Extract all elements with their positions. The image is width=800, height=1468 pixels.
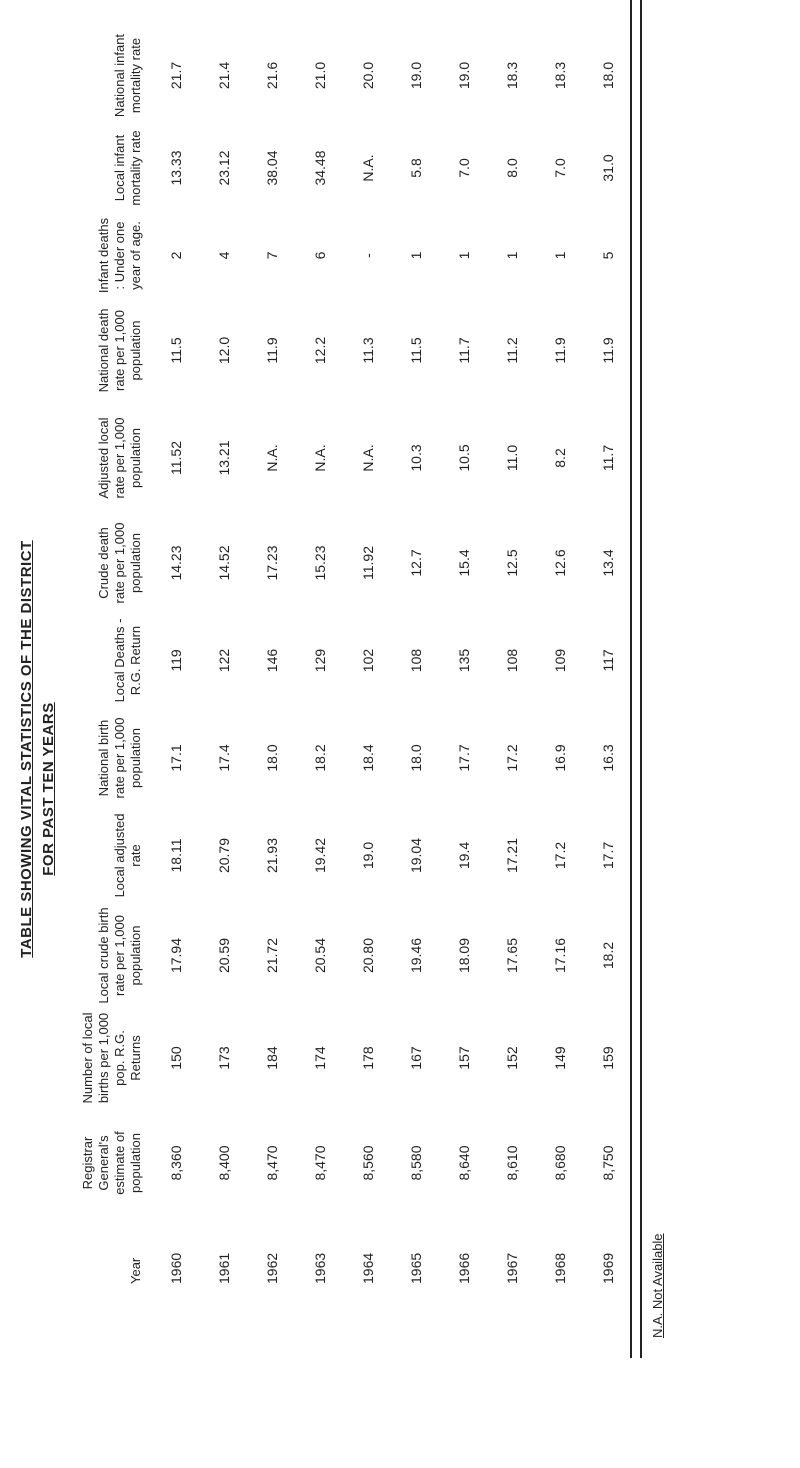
table-cell: 13.4 xyxy=(600,549,616,577)
column-header: National death rate per 1,000 population xyxy=(96,308,143,393)
table-cell: 17.2 xyxy=(504,744,520,772)
table-cell: 18.3 xyxy=(504,61,520,90)
table-cell: 8.2 xyxy=(552,448,568,468)
table-cell: 102 xyxy=(360,648,376,673)
table-cell: 4 xyxy=(216,251,232,260)
table-cell: 21.7 xyxy=(168,61,184,90)
table-cell: 12.5 xyxy=(504,549,520,577)
table-cell: 8,470 xyxy=(312,1145,328,1181)
table-cell: 8,560 xyxy=(360,1145,376,1181)
table-cell: 14.23 xyxy=(168,545,184,581)
column-header: Crude death rate per 1,000 population xyxy=(96,522,143,604)
table-cell: 17.94 xyxy=(168,937,184,974)
table-cell: 12.6 xyxy=(552,549,568,577)
table-cell: 17.23 xyxy=(264,545,280,581)
table-cell: 11.7 xyxy=(456,337,472,364)
table-cell: 15.4 xyxy=(456,549,472,577)
table-cell: 17.16 xyxy=(552,937,568,974)
table-cell: 34.48 xyxy=(312,150,328,186)
table-row xyxy=(584,28,632,1288)
table-cell: 20.54 xyxy=(312,937,328,974)
table-cell: N.A. xyxy=(360,154,376,182)
table-cell: 129 xyxy=(312,648,328,673)
table-cell: 13.21 xyxy=(216,440,232,476)
year-cell: 1962 xyxy=(264,1252,280,1284)
table-row xyxy=(440,28,488,1288)
table-cell: 17.7 xyxy=(600,841,616,870)
table-cell: 150 xyxy=(168,1046,184,1070)
table-subtitle: FOR PAST TEN YEARS xyxy=(40,702,57,876)
column-header: National infant mortality rate xyxy=(112,33,143,118)
table-cell: 12.0 xyxy=(216,336,232,365)
table-cell: 159 xyxy=(600,1046,616,1070)
table-cell: 21.4 xyxy=(216,61,232,90)
table-cell: 108 xyxy=(504,648,520,673)
table-cell: N.A. xyxy=(360,444,376,472)
table-cell: 5 xyxy=(600,251,616,260)
table-cell: 38.04 xyxy=(264,150,280,186)
table-cell: 184 xyxy=(264,1046,280,1070)
year-cell: 1965 xyxy=(408,1252,424,1284)
vital-statistics-table xyxy=(80,28,632,1288)
table-cell: 11.5 xyxy=(168,337,184,364)
table-cell: 1 xyxy=(408,251,424,260)
table-cell: 11.92 xyxy=(360,546,376,580)
table-cell: 18.0 xyxy=(600,61,616,90)
table-cell: 16.9 xyxy=(552,744,568,772)
table-cell: 109 xyxy=(552,648,568,673)
table-cell: 17.65 xyxy=(504,937,520,974)
year-cell: 1961 xyxy=(216,1252,232,1284)
table-cell: 20.79 xyxy=(216,837,232,874)
table-cell: 17.4 xyxy=(216,744,232,772)
table-cell: 21.93 xyxy=(264,837,280,874)
table-cell: 18.0 xyxy=(264,744,280,772)
table-cell: 7.0 xyxy=(552,158,568,178)
table-row xyxy=(152,28,200,1288)
table-cell: 11.9 xyxy=(600,337,616,364)
column-header: Number of local births per 1,000 pop. R.G. Returns xyxy=(80,1012,143,1104)
table-row xyxy=(344,28,392,1288)
table-cell: 19.0 xyxy=(360,841,376,870)
table-cell: 173 xyxy=(216,1046,232,1070)
table-title: TABLE SHOWING VITAL STATISTICS OF THE DISTRICT xyxy=(18,540,35,958)
table-cell: 16.3 xyxy=(600,744,616,772)
year-cell: 1966 xyxy=(456,1252,472,1284)
table-cell: 19.04 xyxy=(408,837,424,874)
table-cell: 18.0 xyxy=(408,744,424,772)
table-cell: 19.4 xyxy=(456,841,472,870)
column-header: Adjusted local rate per 1,000 population xyxy=(96,417,143,499)
year-cell: 1964 xyxy=(360,1252,376,1284)
table-cell: 19.0 xyxy=(408,61,424,90)
table-cell: 8,640 xyxy=(456,1145,472,1181)
table-cell: 18.2 xyxy=(312,744,328,772)
table-cell: 178 xyxy=(360,1046,376,1070)
table-cell: 20.80 xyxy=(360,937,376,974)
table-cell: 20.0 xyxy=(360,61,376,90)
column-header-year: Year xyxy=(128,1257,143,1284)
table-cell: 15.23 xyxy=(312,545,328,581)
column-header: Local infant mortality rate xyxy=(112,130,143,206)
table-cell: 11.9 xyxy=(552,337,568,364)
table-row xyxy=(200,28,248,1288)
table-cell: 19.46 xyxy=(408,937,424,974)
table-cell: 20.59 xyxy=(216,937,232,974)
table-cell: 12.2 xyxy=(312,336,328,365)
table-cell: 8,470 xyxy=(264,1145,280,1181)
table-cell: 7 xyxy=(264,251,280,260)
table-cell: 8,360 xyxy=(168,1145,184,1181)
table-cell: N.A. xyxy=(264,444,280,472)
table-cell: 117 xyxy=(600,649,616,672)
table-cell: 18.2 xyxy=(600,941,616,970)
table-cell: 11.0 xyxy=(504,444,520,472)
table-cell: 19.0 xyxy=(456,61,472,90)
table-cell: 135 xyxy=(456,648,472,673)
table-cell: 167 xyxy=(408,1046,424,1070)
table-cell: 6 xyxy=(312,251,328,260)
table-cell: 12.7 xyxy=(408,549,424,577)
table-cell: 152 xyxy=(504,1046,520,1070)
table-cell: 1 xyxy=(504,251,520,260)
table-cell: 10.5 xyxy=(456,444,472,472)
table-cell: 31.0 xyxy=(600,154,616,182)
table-cell: 21.0 xyxy=(312,61,328,90)
divider-line xyxy=(640,0,642,1358)
table-cell: 2 xyxy=(168,251,184,260)
table-cell: 8,400 xyxy=(216,1145,232,1181)
column-header: National birth rate per 1,000 population xyxy=(96,717,143,799)
year-cell: 1967 xyxy=(504,1252,520,1284)
table-cell: 157 xyxy=(456,1046,472,1070)
table-cell: 11.5 xyxy=(408,337,424,364)
year-cell: 1969 xyxy=(600,1252,616,1284)
table-cell: 8,680 xyxy=(552,1145,568,1181)
column-header: Local adjusted rate xyxy=(112,813,143,898)
year-cell: 1968 xyxy=(552,1252,568,1284)
table-cell: 11.3 xyxy=(360,337,376,364)
table-cell: 1 xyxy=(456,251,472,260)
table-cell: 18.3 xyxy=(552,61,568,90)
table-cell: 19.42 xyxy=(312,837,328,874)
year-cell: 1960 xyxy=(168,1252,184,1284)
table-cell: 17.21 xyxy=(504,837,520,874)
table-cell: 13.33 xyxy=(168,150,184,186)
table-cell: 8.0 xyxy=(504,158,520,178)
table-cell: 1 xyxy=(552,251,568,260)
table-cell: 8,750 xyxy=(600,1145,616,1181)
table-cell: 14.52 xyxy=(216,545,232,581)
table-cell: 18.09 xyxy=(456,937,472,974)
table-cell: 17.1 xyxy=(168,744,184,772)
column-header: Infant deaths : Under one year of age. xyxy=(96,217,143,294)
column-header: Registrar General's estimate of population xyxy=(80,1131,143,1195)
table-row xyxy=(392,28,440,1288)
column-header: Local Deaths - R.G. Return xyxy=(112,618,143,703)
year-cell: 1963 xyxy=(312,1252,328,1284)
table-cell: 11.2 xyxy=(504,337,520,364)
table-cell: 18.4 xyxy=(360,744,376,772)
table-row xyxy=(248,28,296,1288)
table-cell: 11.9 xyxy=(264,337,280,364)
table-cell: 17.2 xyxy=(552,841,568,870)
table-cell: 174 xyxy=(312,1046,328,1070)
table-cell: 108 xyxy=(408,648,424,673)
table-cell: 5.8 xyxy=(408,158,424,178)
table-row xyxy=(488,28,536,1288)
table-header xyxy=(80,28,152,1288)
table-row xyxy=(536,28,584,1288)
table-cell: 17.7 xyxy=(456,744,472,772)
table-cell: - xyxy=(360,253,376,258)
table-cell: 122 xyxy=(216,648,232,673)
table-row xyxy=(296,28,344,1288)
table-cell: 8,610 xyxy=(504,1145,520,1181)
table-cell: 11.52 xyxy=(168,441,184,475)
table-cell: 149 xyxy=(552,1046,568,1070)
table-cell: 119 xyxy=(168,649,184,672)
table-cell: 8,580 xyxy=(408,1145,424,1181)
table-cell: 10.3 xyxy=(408,444,424,472)
table-cell: 18.11 xyxy=(168,838,184,873)
column-header: Local crude birth rate per 1,000 population xyxy=(96,907,143,1004)
table-cell: 7.0 xyxy=(456,158,472,178)
table-body xyxy=(152,28,632,1288)
table-cell: 21.72 xyxy=(264,937,280,974)
table-cell: N.A. xyxy=(312,444,328,472)
footnote-not-available: N.A. Not Available xyxy=(650,1233,665,1338)
table-cell: 146 xyxy=(264,648,280,673)
table-cell: 23.12 xyxy=(216,150,232,186)
table-cell: 11.7 xyxy=(600,444,616,472)
table-cell: 21.6 xyxy=(264,61,280,90)
divider-line xyxy=(630,0,632,1358)
